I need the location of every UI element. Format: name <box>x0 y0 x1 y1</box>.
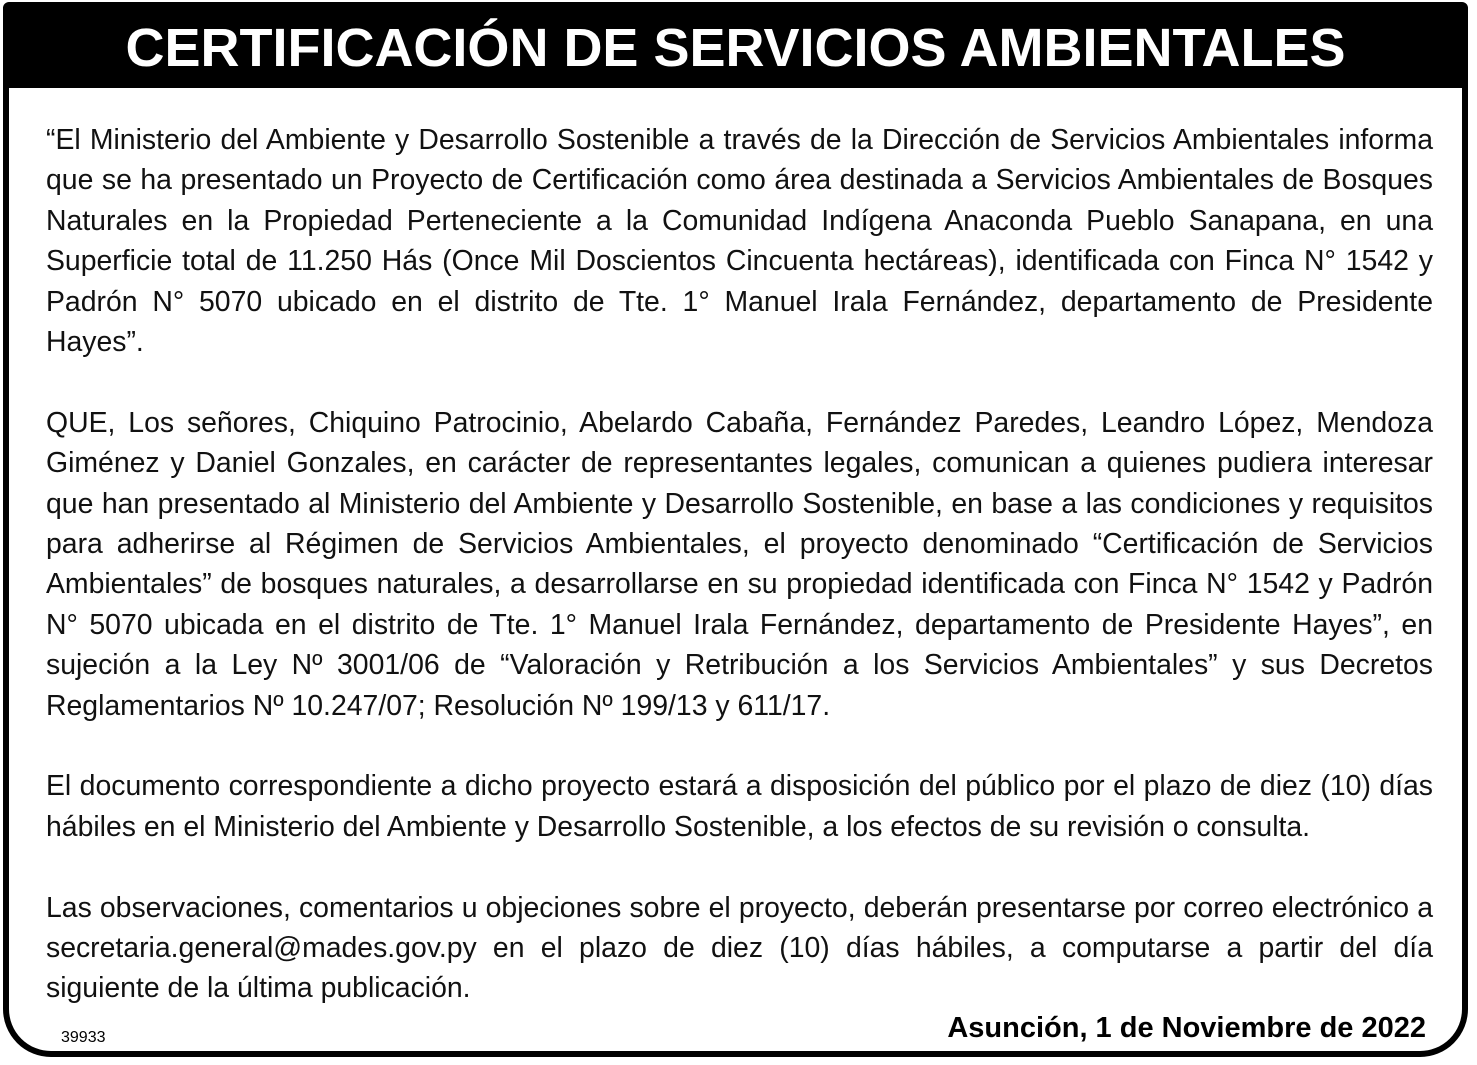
paragraph-observations: Las observaciones, comentarios u objeciones sobre el proyecto, deberán presentarse por correo electrónico a secretaria.general@mades.gov.py en el plazo de diez (10) días hábiles, a computarse a partir del día siguiente de la última publicación. <box>46 891 1433 1005</box>
reference-number: 39933 <box>61 1029 106 1046</box>
paragraph-availability: El documento correspondiente a dicho proyecto estará a disposición del público por el plazo de diez (10) días hábiles en el Ministerio del Ambiente y Desarrollo Sostenible, a los efectos de su revisión o consulta. <box>46 770 1433 843</box>
notice-title: CERTIFICACIÓN DE SERVICIOS AMBIENTALES <box>9 8 1462 88</box>
notice-body <box>46 120 1433 1049</box>
paragraph-announcement: “El Ministerio del Ambiente y Desarrollo Sostenible a través de la Dirección de Servicios Ambientales informa que se ha presentado un Proyecto de Certificación como área destinada a Servicios Ambientales de Bosques Naturales en la Propiedad Perteneciente a la Comunidad Indígena Anaconda Pueblo Sanapana, en una Superficie total de 11.250 Hás (Once Mil Doscientos Cincuenta hectáreas), identificada con Finca N° 1542 y Padrón N° 5070 ubicado en el distrito de Tte. 1° Manuel Irala Fernández, departamento de Presidente Hayes”. <box>46 124 1433 359</box>
paragraph-representatives: QUE, Los señores, Chiquino Patrocinio, Abelardo Cabaña, Fernández Paredes, Leandro López, Mendoza Giménez y Daniel Gonzales, en carácter de representantes legales, comunican a quienes pudiera interesar que han presentado al Ministerio del Ambiente y Desarrollo Sostenible, en base a las condiciones y requisitos para adherirse al Régimen de Servicios Ambientales, el proyecto denominado “Certificación de Servicios Ambientales” de bosques naturales, a desarrollarse en su propiedad identificada con Finca N° 1542 y Padrón N° 5070 ubicada en el distrito de Tte. 1° Manuel Irala Fernández, departamento de Presidente Hayes”, en sujeción a la Ley Nº 3001/06 de “Valoración y Retribución a los Servicios Ambientales” y sus Decretos Reglamentarios Nº 10.247/07; Resolución Nº 199/13 y 611/17. <box>46 406 1433 722</box>
place-date-signoff: Asunción, 1 de Noviembre de 2022 <box>947 1012 1426 1044</box>
notice-frame <box>3 2 1468 1057</box>
